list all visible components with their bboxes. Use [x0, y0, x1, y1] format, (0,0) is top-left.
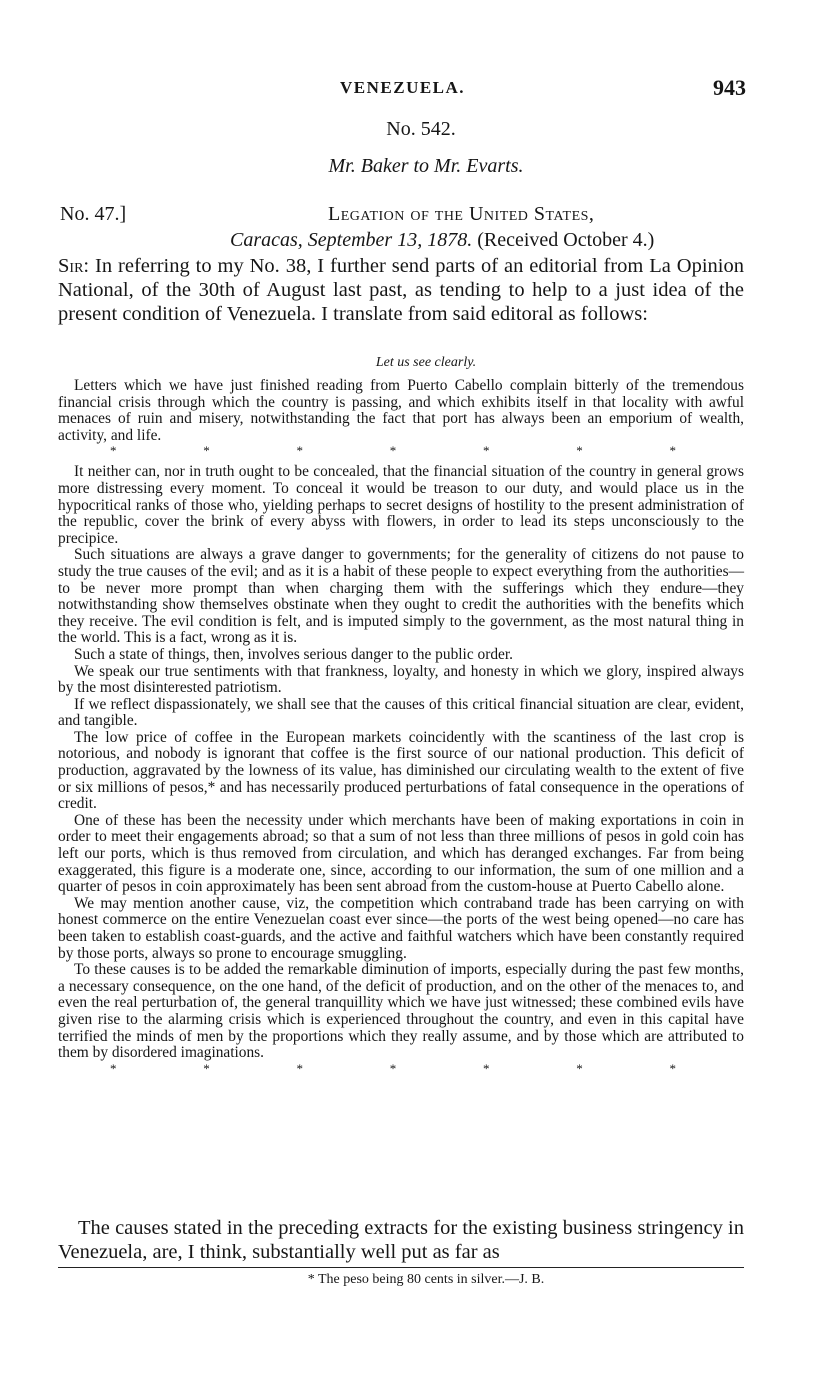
editorial-title: Let us see clearly.: [375, 355, 477, 370]
conclusion-paragraph: The causes stated in the preceding extracts for the existing business stringency in Venezuela, are, I think, substantially well put as far as: [58, 1217, 744, 1263]
editorial-extract: [58, 378, 744, 1082]
intro-paragraph: [58, 254, 744, 326]
asterisk: *: [669, 1060, 676, 1076]
asterisk: *: [110, 1060, 117, 1076]
asterisk: *: [203, 443, 210, 459]
asterisk: *: [576, 1060, 583, 1076]
received-date: (Received October 4.): [477, 229, 655, 251]
extract-paragraph: We may mention another cause, viz, the competition which contraband trade has been carrying on with honest commerce on the entire Venezuelan coast ever since—the ports of the west being opened—no care has been taken to establish coast-guards, and the active and faithful watchers which have been constantly required by those ports, always so prone to encourage smuggling.: [58, 894, 744, 962]
asterisk-separator: [58, 1062, 744, 1076]
extract-paragraph: Such a state of things, then, involves serious danger to the public order.: [74, 645, 513, 663]
dateline: [230, 229, 654, 252]
extract-paragraph: One of these has been the necessity under which merchants have been of making exportations in coin in order to meet their engagements abroad; so that a sum of not less than three millions of pesos in gold coin has left our ports, which is thus removed from circulation, and which has deranged exchanges. Far from being exaggerated, this figure is a moderate one, since, according to our information, the sum of one million and a quarter of pesos in coin approximately has been sent abroad from the custom-house at Puerto Cabello alone.: [58, 811, 744, 896]
running-head: [0, 75, 832, 102]
intro-text: In referring to my No. 38, I further send parts of an editorial from La Opinion National, of the 30th of August last past, as tending to help to a just idea of the present condition of Venezuela. I translate from said editoral as follows:: [58, 255, 744, 325]
asterisk: *: [110, 443, 117, 459]
asterisk: *: [296, 1060, 303, 1076]
asterisk: *: [483, 443, 490, 459]
asterisk: *: [389, 1060, 397, 1076]
dispatch-number: No. 47.]: [60, 203, 127, 225]
footnote: * The peso being 80 cents in silver.—J. B.: [307, 1272, 545, 1287]
extract-paragraph: Letters which we have just finished reading from Puerto Cabello complain bitterly of the tremendous financial crisis through which the country is passing, and which exhibits itself in that locality with awful menaces of ruin and misery, notwithstanding the fact that port has always been an emporium of wealth, activity, and life.: [58, 377, 744, 444]
legation-line: Legation of the United States,: [328, 203, 595, 225]
asterisk-separator: [58, 444, 744, 458]
extract-paragraph: If we reflect dispassionately, we shall see that the causes of this critical financial situation are clear, evident, and tangible.: [58, 695, 744, 730]
salutation: Sir:: [58, 255, 90, 277]
asterisk: *: [203, 1060, 210, 1076]
asterisk: *: [296, 443, 303, 459]
document-heading: Mr. Baker to Mr. Evarts.: [328, 155, 524, 177]
asterisk: *: [389, 443, 397, 459]
asterisk: *: [669, 443, 676, 459]
extract-paragraph: We speak our true sentiments with that frankness, loyalty, and honesty in which we glory, inspired always by the most disinterested patriotism.: [58, 662, 744, 697]
document-number: No. 542.: [386, 118, 456, 140]
extract-paragraph: To these causes is to be added the remarkable diminution of imports, especially during the past few months, a necessary consequence, on the one hand, of the deficit of production, and on the other of the menaces to, and even the real perturbation of, the general tranquillity which we have just witnessed; these combined evils have given rise to the alarming crisis which is experienced throughout the country, and even in this capital have terrified the minds of men by the proportions which they really assume, and by those which are attributed to them by disordered imaginations.: [58, 961, 744, 1062]
extract-paragraph: The low price of coffee in the European markets coincidently with the scantiness of the last crop is notorious, and nobody is ignorant that coffee is the first source of our national production. This deficit of production, aggravated by the lowness of its value, has diminished our circulating wealth to the extent of five or six millions of pesos,* and has necessarily produced perturbations of fatal consequence in the operations of credit.: [58, 728, 744, 813]
place-date: Caracas, September 13, 1878.: [230, 229, 473, 251]
page-number: 943: [713, 75, 746, 100]
extract-paragraph: Such situations are always a grave danger to governments; for the generality of citizens do not pause to study the true causes of the evil; and as it is a habit of these people to expect everything from the authorities—to be never more prompt than when charging them with the sufferings which they endure—they notwithstanding show themselves obstinate when they ought to credit the authorities with the benefits which they receive. The evil condition is felt, and is imputed simply to the government, as the most natural thing in the world. This is a fact, wrong as it is.: [58, 546, 744, 647]
running-title: VENEZUELA.: [340, 78, 466, 97]
asterisk: *: [576, 443, 583, 459]
extract-paragraph: It neither can, nor in truth ought to be concealed, that the financial situation of the country in general grows more distressing every moment. To conceal it would be treason to our duty, and would place us in the hypocritical ranks of those who, yielding perhaps to secret designs of hostility to the present administration of the republic, cover the brink of every abyss with flowers, in order to lead its steps unconsciously to the precipice.: [58, 463, 744, 547]
footnote-divider: [58, 1267, 744, 1268]
asterisk: *: [483, 1060, 490, 1076]
